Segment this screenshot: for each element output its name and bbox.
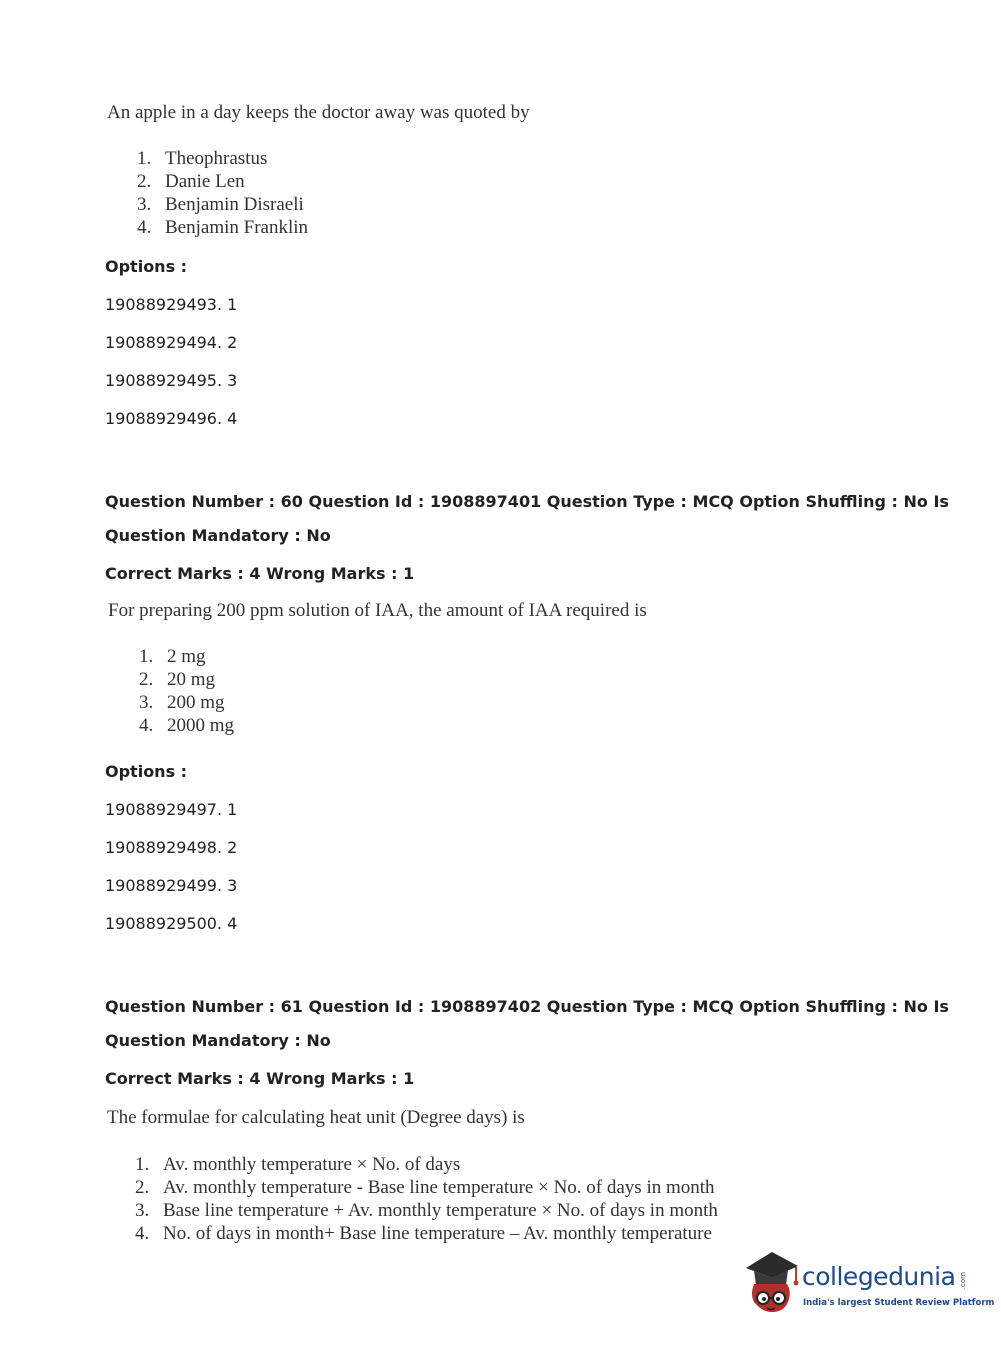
choice-item: 3. Benjamin Disraeli (137, 194, 304, 215)
logo-suffix: .com (959, 1272, 967, 1290)
choice-item: 2. 20 mg (139, 669, 216, 690)
option-item: 19088929500. 4 (105, 914, 238, 933)
question-59-choices (137, 147, 308, 239)
question-61-text: The formulae for calculating heat unit (Degree days) is (107, 1107, 525, 1128)
question-61-header: Question Number : 61 Question Id : 1908897402 Question Type : MCQ Option Shuffling : No Is (105, 997, 949, 1016)
question-61-mandatory: Question Mandatory : No (105, 1031, 331, 1050)
option-item: 19088929498. 2 (105, 838, 238, 857)
question-60-marks: Correct Marks : 4 Wrong Marks : 1 (105, 564, 415, 583)
options-label: Options : (105, 257, 188, 276)
question-59-text: An apple in a day keeps the doctor away was quoted by (107, 102, 530, 123)
option-item: 19088929495. 3 (105, 371, 238, 390)
option-item: 19088929497. 1 (105, 800, 238, 819)
option-item: 19088929493. 1 (105, 295, 238, 314)
option-item: 19088929499. 3 (105, 876, 238, 895)
question-61-marks: Correct Marks : 4 Wrong Marks : 1 (105, 1069, 415, 1088)
question-60-choices (139, 645, 234, 737)
question-60-text: For preparing 200 ppm solution of IAA, the amount of IAA required is (108, 600, 647, 621)
choice-item: 3. 200 mg (139, 692, 225, 713)
options-label: Options : (105, 762, 188, 781)
graduate-mascot-icon (742, 1248, 800, 1320)
choice-item: 3. Base line temperature + Av. monthly temperature × No. of days in month (135, 1200, 718, 1221)
choice-item: 1. Av. monthly temperature × No. of days (135, 1154, 461, 1175)
option-item: 19088929496. 4 (105, 409, 238, 428)
option-item: 19088929494. 2 (105, 333, 238, 352)
choice-item: 2. Av. monthly temperature - Base line temperature × No. of days in month (135, 1177, 715, 1198)
choice-item: 1. Theophrastus (137, 148, 268, 169)
choice-item: 2. Danie Len (137, 171, 245, 192)
question-61-choices (135, 1153, 718, 1245)
question-60-mandatory: Question Mandatory : No (105, 526, 331, 545)
choice-item: 4. No. of days in month+ Base line temperature – Av. monthly temperature (135, 1223, 712, 1244)
logo-tagline: India's largest Student Review Platform (803, 1298, 995, 1308)
question-60-header: Question Number : 60 Question Id : 1908897401 Question Type : MCQ Option Shuffling : No Is (105, 492, 949, 511)
choice-item: 4. Benjamin Franklin (137, 217, 309, 238)
choice-item: 4. 2000 mg (139, 715, 235, 736)
choice-item: 1. 2 mg (139, 646, 206, 667)
logo-wordmark: collegedunia (802, 1262, 956, 1291)
collegedunia-logo (742, 1248, 995, 1320)
